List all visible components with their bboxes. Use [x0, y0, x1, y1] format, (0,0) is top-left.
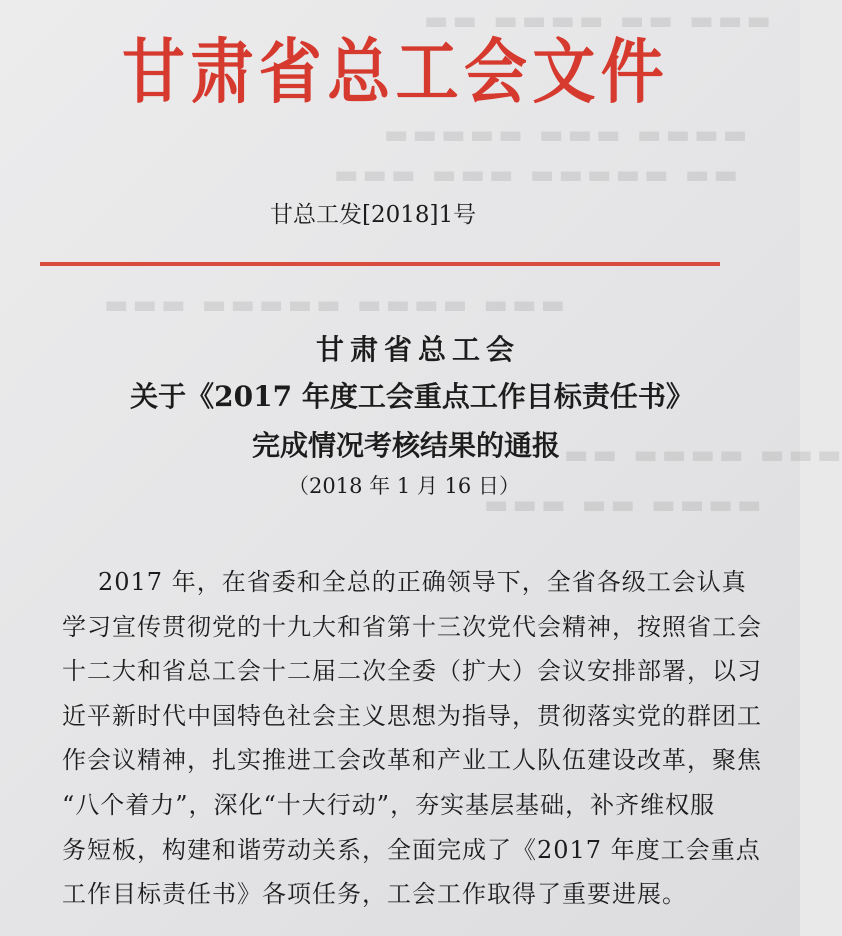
notice-date: （2018 年 1 月 16 日）: [288, 474, 520, 498]
bleed-through-texture: ▬▬▬ ▬▬ ▬▬▬▬ ▬▬: [420, 6, 772, 36]
body-line: 工作目标责任书》各项任务，工会工作取得了重要进展。: [62, 880, 687, 909]
notice-title-line-2: 完成情况考核结果的通报: [251, 429, 560, 462]
bleed-through-texture: ▬▬ ▬▬▬▬▬ ▬▬▬ ▬▬▬: [330, 160, 739, 190]
body-line: 学习宣传贯彻党的十九大和省第十三次党代会精神，按照省工会: [62, 612, 762, 641]
document-number: 甘总工发[2018]1号: [270, 202, 477, 228]
bleed-through-texture: ▬▬▬▬ ▬▬ ▬▬▬: [480, 490, 762, 520]
document-header-title: 甘肃省总工会文件: [122, 31, 670, 113]
body-paragraph: [62, 560, 782, 917]
body-line: “八个着力”，深化“十大行动”，夯实基层基础，补齐维权服: [62, 790, 716, 819]
body-line: 十二大和省总工会十二届二次全委（扩大）会议安排部署，以习: [62, 657, 762, 686]
body-line: 2017 年，在省委和全总的正确领导下，全省各级工会认真: [98, 568, 747, 596]
bleed-through-texture: ▬▬▬▬ ▬▬▬ ▬▬▬▬▬: [380, 120, 748, 150]
bleed-through-texture: ▬▬▬ ▬▬▬▬ ▬▬: [560, 440, 842, 470]
bleed-through-texture: ▬▬▬ ▬▬▬▬ ▬▬▬▬▬ ▬▬▬: [100, 290, 566, 320]
red-divider-rule: [40, 262, 720, 266]
body-line: 作会议精神，扎实推进工会改革和产业工人队伍建设改革，聚焦: [62, 746, 762, 775]
body-line: 近平新时代中国特色社会主义思想为指导，贯彻落实党的群团工: [62, 701, 762, 730]
issuer-name: 甘肃省总工会: [315, 333, 520, 366]
body-line: 务短板，构建和谐劳动关系，全面完成了《2017 年度工会重点: [62, 835, 761, 864]
notice-title-line-1: 关于《2017 年度工会重点工作目标责任书》: [130, 380, 694, 413]
